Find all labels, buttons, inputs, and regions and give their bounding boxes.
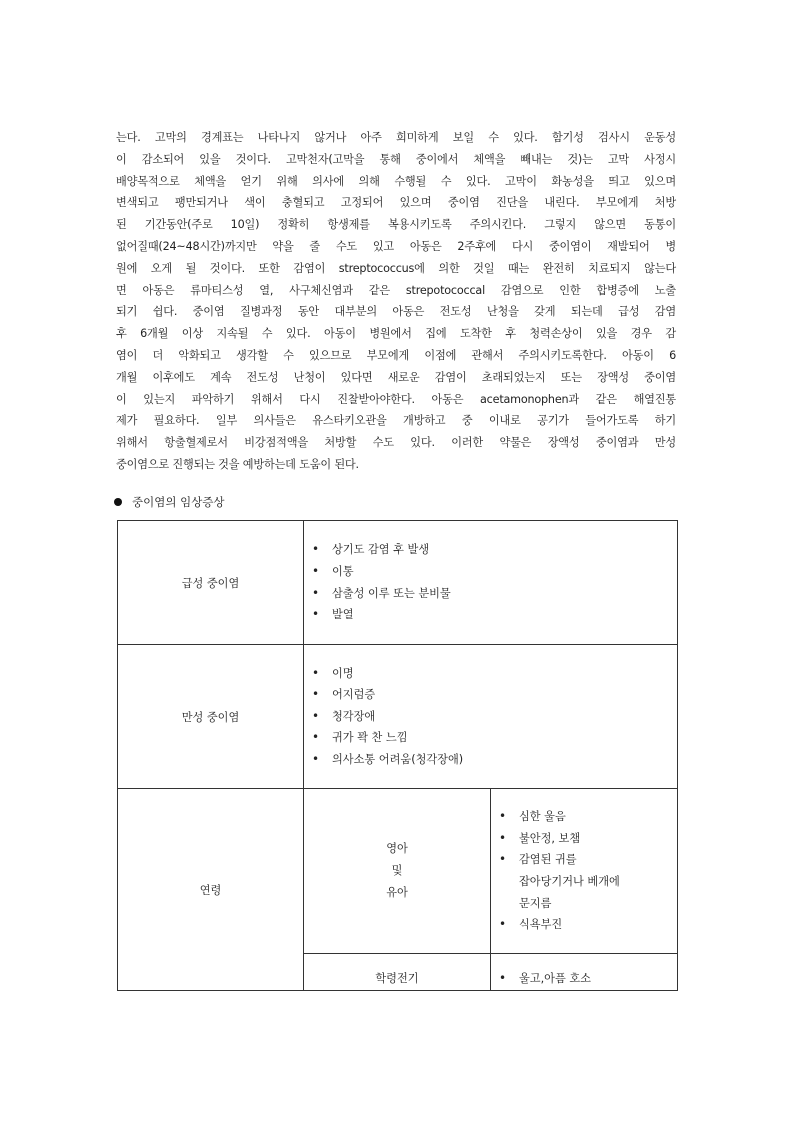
list-item: • 발열 bbox=[310, 604, 677, 626]
paragraph-line: 후 6개월 이상 지속될 수 있다. 아동이 병원에서 집에 도착한 후 청력손상이 있을 경우 감 bbox=[116, 327, 676, 341]
list-item-line: • 감염된 귀를 bbox=[519, 853, 577, 867]
list-item: • 울고,아픔 호소 bbox=[497, 968, 591, 990]
paragraph-line: 배양목적으로 체액을 얻기 위해 의사에 의해 수행될 수 있다. 고막이 화농성을 띄고 있으며 bbox=[116, 174, 676, 188]
paragraph-line: 중이염으로 진행되는 것을 예방하는데 도움이 된다. bbox=[116, 457, 359, 471]
list-item: • 불안정, 보챔 bbox=[497, 828, 677, 850]
symptom-list bbox=[304, 663, 677, 771]
paragraph-line: 개월 이후에도 계속 전도성 난청이 있다면 새로운 감염이 초래되었는지 또는 장액성 중이염 bbox=[116, 370, 676, 384]
infant-label-line: 및 bbox=[391, 864, 403, 877]
list-item: • 청각장애 bbox=[310, 706, 677, 728]
infant-symptoms-cell bbox=[491, 789, 678, 954]
symptoms-table bbox=[117, 520, 678, 991]
list-item: • 의사소통 어려움(청각장애) bbox=[310, 749, 677, 771]
paragraph-line: 제가 필요하다. 일부 의사들은 유스타키오관을 개방하고 중 이내로 공기가 들어가도록 하기 bbox=[116, 414, 676, 428]
table-row bbox=[118, 645, 678, 789]
paragraph-line: 는다. 고막의 경계표는 나타나지 않거나 아주 희미하게 보일 수 있다. 함기성 검사시 운동성 bbox=[116, 131, 676, 144]
paragraph-line: 없어질때(24~48시간)까지만 약을 줄 수도 있고 아동은 2주후에 다시 중이염이 재발되어 병 bbox=[116, 239, 676, 253]
paragraph-line: 염이 더 악화되고 생각할 수 있으므로 부모에게 이점에 관해서 주의시키도록한다. 아동이 6 bbox=[116, 348, 676, 362]
list-item bbox=[497, 849, 677, 914]
acute-symptoms-cell bbox=[304, 521, 678, 645]
symptom-list bbox=[304, 539, 677, 625]
list-item: • 상기도 감염 후 발생 bbox=[310, 539, 677, 561]
paragraph-line: 이 감소되어 있을 것이다. 고막천자(고막을 통해 중이에서 체액을 빼내는 것)는 고막 사정시 bbox=[116, 152, 676, 166]
infant-label-line: 영아 bbox=[386, 842, 408, 855]
paragraph-line: 되기 쉽다. 중이염 질병과정 동안 대부분의 아동은 전도성 난청을 갖게 되는데 급성 감염 bbox=[116, 305, 676, 319]
preschool-label-cell bbox=[304, 954, 491, 991]
symptom-list bbox=[491, 968, 591, 990]
list-item: • 어지럼증 bbox=[310, 684, 677, 706]
paragraph-line: 변색되고 팽만되거나 색이 충혈되고 고정되어 있으며 중이염 진단을 내린다. 부모에게 처방 bbox=[116, 196, 676, 210]
list-item-line: 잡아당기거나 베개에 bbox=[519, 875, 620, 888]
symptom-list bbox=[491, 806, 677, 936]
list-item: • 삼출성 이루 또는 분비물 bbox=[310, 583, 677, 605]
list-item: • 이명 bbox=[310, 663, 677, 685]
table-row bbox=[118, 789, 678, 954]
infant-label-line: 유아 bbox=[386, 886, 408, 899]
list-item-line: 문지름 bbox=[519, 896, 552, 910]
paragraph-line: 이 있는지 파악하기 위해서 다시 진찰받아야한다. 아동은 acetamonophen과 같은 해열진통 bbox=[116, 392, 676, 406]
list-item: • 이통 bbox=[310, 561, 677, 583]
bullet-icon bbox=[114, 498, 122, 506]
preschool-symptoms-cell bbox=[491, 954, 678, 991]
paragraph-line: 된 기간동안(주로 10일) 정확히 항생제를 복용시키도록 주의시킨다. 그렇지 않으면 동통이 bbox=[116, 218, 676, 232]
chronic-symptoms-cell bbox=[304, 645, 678, 789]
paragraph-line: 원에 오게 될 것이다. 또한 감염이 streptococcus에 의한 것일 때는 완전히 치료되지 않는다 bbox=[116, 261, 676, 275]
section-title: 중이염의 임상증상 bbox=[132, 495, 225, 509]
infant-label-cell bbox=[304, 789, 491, 954]
age-label-cell: 연령 bbox=[118, 789, 304, 991]
preschool-label-wrap bbox=[304, 954, 490, 990]
section-heading bbox=[114, 493, 225, 511]
preschool-label: 학령전기 bbox=[375, 972, 419, 985]
paragraph-line: 위해서 항출혈제로서 비강점적액을 처방할 수도 있다. 이러한 약물은 장액성 중이염과 만성 bbox=[116, 436, 676, 450]
paragraph-line: 면 아동은 류마티스성 열, 사구체신염과 같은 strepotococcal 감염으로 인한 합병증에 노출 bbox=[116, 283, 676, 297]
body-paragraph bbox=[116, 127, 676, 476]
preschool-symptoms-wrap bbox=[491, 954, 677, 990]
list-item: • 귀가 꽉 찬 느낌 bbox=[310, 727, 677, 749]
table-row bbox=[118, 521, 678, 645]
list-item: • 식욕부진 bbox=[497, 914, 677, 936]
chronic-label-cell: 만성 중이염 bbox=[118, 645, 304, 789]
list-item: • 심한 울음 bbox=[497, 806, 677, 828]
acute-label-cell: 급성 중이염 bbox=[118, 521, 304, 645]
